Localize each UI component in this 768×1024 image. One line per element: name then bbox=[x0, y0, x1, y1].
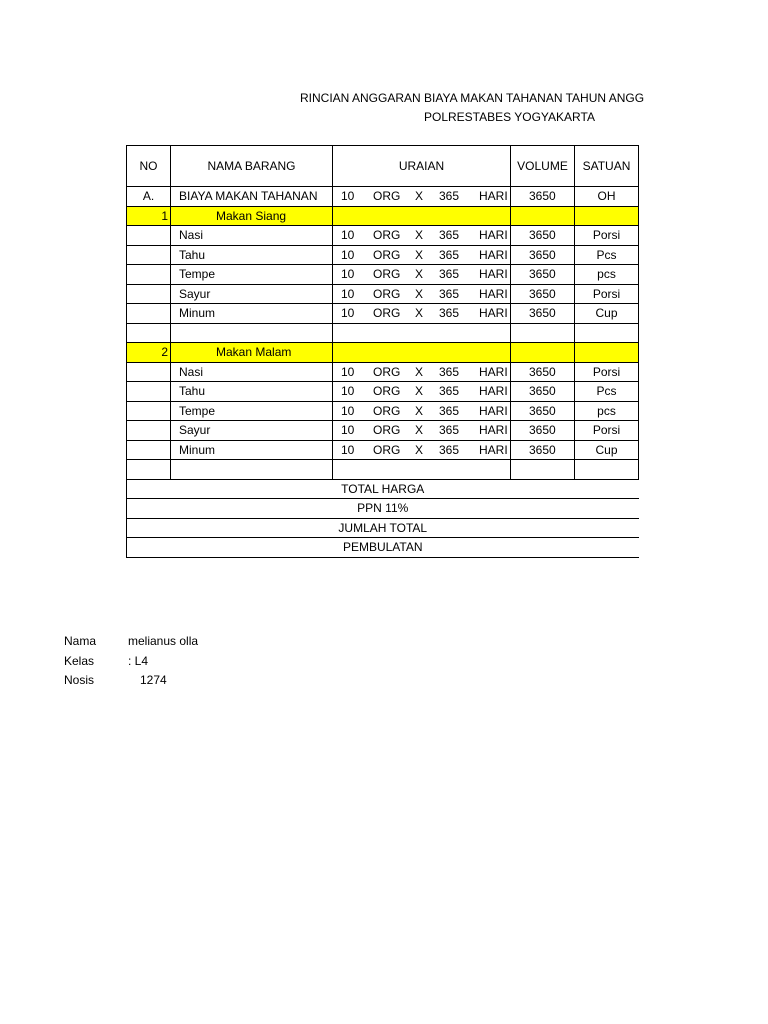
uraian-unit: ORG bbox=[373, 384, 401, 399]
total-row bbox=[127, 538, 639, 558]
table-row bbox=[127, 245, 639, 265]
table-row bbox=[127, 401, 639, 421]
table-row bbox=[127, 382, 639, 402]
row-no bbox=[127, 265, 171, 285]
row-satuan: Pcs bbox=[575, 245, 639, 265]
document-subtitle: POLRESTABES YOGYAKARTA bbox=[424, 110, 595, 124]
header-satuan: SATUAN bbox=[575, 146, 639, 187]
row-nama: Nasi bbox=[171, 362, 333, 382]
section-row-makan-malam bbox=[127, 343, 639, 363]
row-no bbox=[127, 362, 171, 382]
row-volume: 3650 bbox=[511, 187, 575, 207]
section-no: 2 bbox=[127, 343, 171, 363]
table-header-row bbox=[127, 146, 639, 187]
table-row bbox=[127, 421, 639, 441]
row-uraian bbox=[333, 226, 511, 246]
row-uraian bbox=[333, 284, 511, 304]
row-satuan: Porsi bbox=[575, 362, 639, 382]
uraian-days: 365 bbox=[439, 189, 460, 204]
row-volume: 3650 bbox=[511, 362, 575, 382]
table-row bbox=[127, 284, 639, 304]
section-label: Makan Siang bbox=[171, 206, 333, 226]
row-volume: 3650 bbox=[511, 421, 575, 441]
uraian-days: 365 bbox=[439, 442, 460, 457]
uraian-times: X bbox=[415, 403, 424, 418]
section-no: 1 bbox=[127, 206, 171, 226]
row-satuan: Cup bbox=[575, 304, 639, 324]
row-nama: Minum bbox=[171, 304, 333, 324]
uraian-day-unit: HARI bbox=[479, 306, 508, 321]
row-volume: 3650 bbox=[511, 226, 575, 246]
table-row-a bbox=[127, 187, 639, 207]
uraian-times: X bbox=[415, 442, 424, 457]
uraian-times: X bbox=[415, 247, 424, 262]
row-satuan: Porsi bbox=[575, 226, 639, 246]
uraian-times: X bbox=[415, 189, 424, 204]
row-nama: Tempe bbox=[171, 265, 333, 285]
uraian-times: X bbox=[415, 306, 424, 321]
uraian-days: 365 bbox=[439, 423, 460, 438]
table-row bbox=[127, 362, 639, 382]
row-nama: Sayur bbox=[171, 284, 333, 304]
row-no: A. bbox=[127, 187, 171, 207]
uraian-qty: 10 bbox=[341, 364, 355, 379]
uraian-qty: 10 bbox=[341, 228, 355, 243]
blank-row bbox=[127, 460, 639, 480]
total-label: JUMLAH TOTAL bbox=[127, 518, 639, 538]
row-nama: Minum bbox=[171, 440, 333, 460]
uraian-day-unit: HARI bbox=[479, 247, 508, 262]
row-volume: 3650 bbox=[511, 265, 575, 285]
total-label: PPN 11% bbox=[127, 499, 639, 519]
table-row bbox=[127, 265, 639, 285]
row-volume: 3650 bbox=[511, 401, 575, 421]
uraian-unit: ORG bbox=[373, 442, 401, 457]
row-nama: Tahu bbox=[171, 245, 333, 265]
row-nama: Tempe bbox=[171, 401, 333, 421]
uraian-day-unit: HARI bbox=[479, 286, 508, 301]
total-row bbox=[127, 479, 639, 499]
uraian-day-unit: HARI bbox=[479, 364, 508, 379]
uraian-unit: ORG bbox=[373, 364, 401, 379]
uraian-times: X bbox=[415, 228, 424, 243]
header-no: NO bbox=[127, 146, 171, 187]
section-label: Makan Malam bbox=[171, 343, 333, 363]
nosis-value: 1274 bbox=[140, 673, 167, 687]
row-no bbox=[127, 226, 171, 246]
table-row bbox=[127, 304, 639, 324]
uraian-days: 365 bbox=[439, 403, 460, 418]
nosis-label: Nosis bbox=[64, 673, 95, 687]
empty-cell bbox=[333, 206, 511, 226]
section-row-makan-siang bbox=[127, 206, 639, 226]
uraian-qty: 10 bbox=[341, 267, 355, 282]
nama-value: melianus olla bbox=[128, 634, 199, 648]
uraian-qty: 10 bbox=[341, 247, 355, 262]
row-satuan: Porsi bbox=[575, 421, 639, 441]
row-uraian bbox=[333, 401, 511, 421]
empty-cell bbox=[575, 206, 639, 226]
uraian-unit: ORG bbox=[373, 267, 401, 282]
row-no bbox=[127, 304, 171, 324]
total-label: TOTAL HARGA bbox=[127, 479, 639, 499]
row-uraian bbox=[333, 421, 511, 441]
header-volume: VOLUME bbox=[511, 146, 575, 187]
empty-cell bbox=[575, 343, 639, 363]
row-volume: 3650 bbox=[511, 284, 575, 304]
document-title: RINCIAN ANGGARAN BIAYA MAKAN TAHANAN TAHUN ANGG bbox=[300, 91, 645, 105]
row-nama: Sayur bbox=[171, 421, 333, 441]
row-uraian bbox=[333, 440, 511, 460]
header-nama-barang: NAMA BARANG bbox=[171, 146, 333, 187]
uraian-unit: ORG bbox=[373, 286, 401, 301]
uraian-qty: 10 bbox=[341, 403, 355, 418]
row-no bbox=[127, 245, 171, 265]
info-nosis bbox=[64, 673, 167, 687]
row-no bbox=[127, 421, 171, 441]
row-satuan: pcs bbox=[575, 401, 639, 421]
empty-cell bbox=[511, 206, 575, 226]
row-nama: Nasi bbox=[171, 226, 333, 246]
uraian-times: X bbox=[415, 364, 424, 379]
row-no bbox=[127, 440, 171, 460]
uraian-qty: 10 bbox=[341, 423, 355, 438]
uraian-times: X bbox=[415, 267, 424, 282]
empty-cell bbox=[333, 343, 511, 363]
table-row bbox=[127, 440, 639, 460]
row-no bbox=[127, 284, 171, 304]
row-volume: 3650 bbox=[511, 382, 575, 402]
uraian-days: 365 bbox=[439, 228, 460, 243]
total-row bbox=[127, 499, 639, 519]
uraian-times: X bbox=[415, 423, 424, 438]
row-satuan: Porsi bbox=[575, 284, 639, 304]
uraian-qty: 10 bbox=[341, 189, 355, 204]
row-nama: Tahu bbox=[171, 382, 333, 402]
uraian-qty: 10 bbox=[341, 442, 355, 457]
uraian-days: 365 bbox=[439, 286, 460, 301]
row-uraian bbox=[333, 304, 511, 324]
budget-table bbox=[126, 145, 639, 558]
uraian-day-unit: HARI bbox=[479, 189, 508, 204]
row-uraian bbox=[333, 382, 511, 402]
row-nama: BIAYA MAKAN TAHANAN bbox=[171, 187, 333, 207]
uraian-day-unit: HARI bbox=[479, 423, 508, 438]
row-volume: 3650 bbox=[511, 440, 575, 460]
row-satuan: OH bbox=[575, 187, 639, 207]
uraian-day-unit: HARI bbox=[479, 267, 508, 282]
uraian-days: 365 bbox=[439, 364, 460, 379]
uraian-days: 365 bbox=[439, 306, 460, 321]
row-no bbox=[127, 401, 171, 421]
row-satuan: pcs bbox=[575, 265, 639, 285]
uraian-day-unit: HARI bbox=[479, 228, 508, 243]
kelas-value: : L4 bbox=[128, 654, 149, 668]
uraian-unit: ORG bbox=[373, 189, 401, 204]
table-row bbox=[127, 226, 639, 246]
row-satuan: Pcs bbox=[575, 382, 639, 402]
row-volume: 3650 bbox=[511, 304, 575, 324]
uraian-unit: ORG bbox=[373, 306, 401, 321]
uraian-unit: ORG bbox=[373, 423, 401, 438]
row-volume: 3650 bbox=[511, 245, 575, 265]
uraian-unit: ORG bbox=[373, 247, 401, 262]
uraian-days: 365 bbox=[439, 267, 460, 282]
row-no bbox=[127, 382, 171, 402]
uraian-times: X bbox=[415, 286, 424, 301]
uraian-unit: ORG bbox=[373, 228, 401, 243]
uraian-qty: 10 bbox=[341, 384, 355, 399]
blank-row bbox=[127, 323, 639, 343]
uraian-times: X bbox=[415, 384, 424, 399]
uraian-day-unit: HARI bbox=[479, 384, 508, 399]
row-uraian bbox=[333, 362, 511, 382]
header-uraian: URAIAN bbox=[333, 146, 511, 187]
uraian-qty: 10 bbox=[341, 306, 355, 321]
info-nama bbox=[64, 634, 198, 648]
row-satuan: Cup bbox=[575, 440, 639, 460]
row-uraian bbox=[333, 245, 511, 265]
total-label: PEMBULATAN bbox=[127, 538, 639, 558]
row-uraian bbox=[333, 187, 511, 207]
uraian-day-unit: HARI bbox=[479, 442, 508, 457]
info-kelas bbox=[64, 654, 148, 668]
kelas-label: Kelas bbox=[64, 654, 95, 668]
uraian-unit: ORG bbox=[373, 403, 401, 418]
total-row bbox=[127, 518, 639, 538]
empty-cell bbox=[511, 343, 575, 363]
uraian-days: 365 bbox=[439, 384, 460, 399]
row-uraian bbox=[333, 265, 511, 285]
uraian-day-unit: HARI bbox=[479, 403, 508, 418]
uraian-qty: 10 bbox=[341, 286, 355, 301]
nama-label: Nama bbox=[64, 634, 97, 648]
uraian-days: 365 bbox=[439, 247, 460, 262]
